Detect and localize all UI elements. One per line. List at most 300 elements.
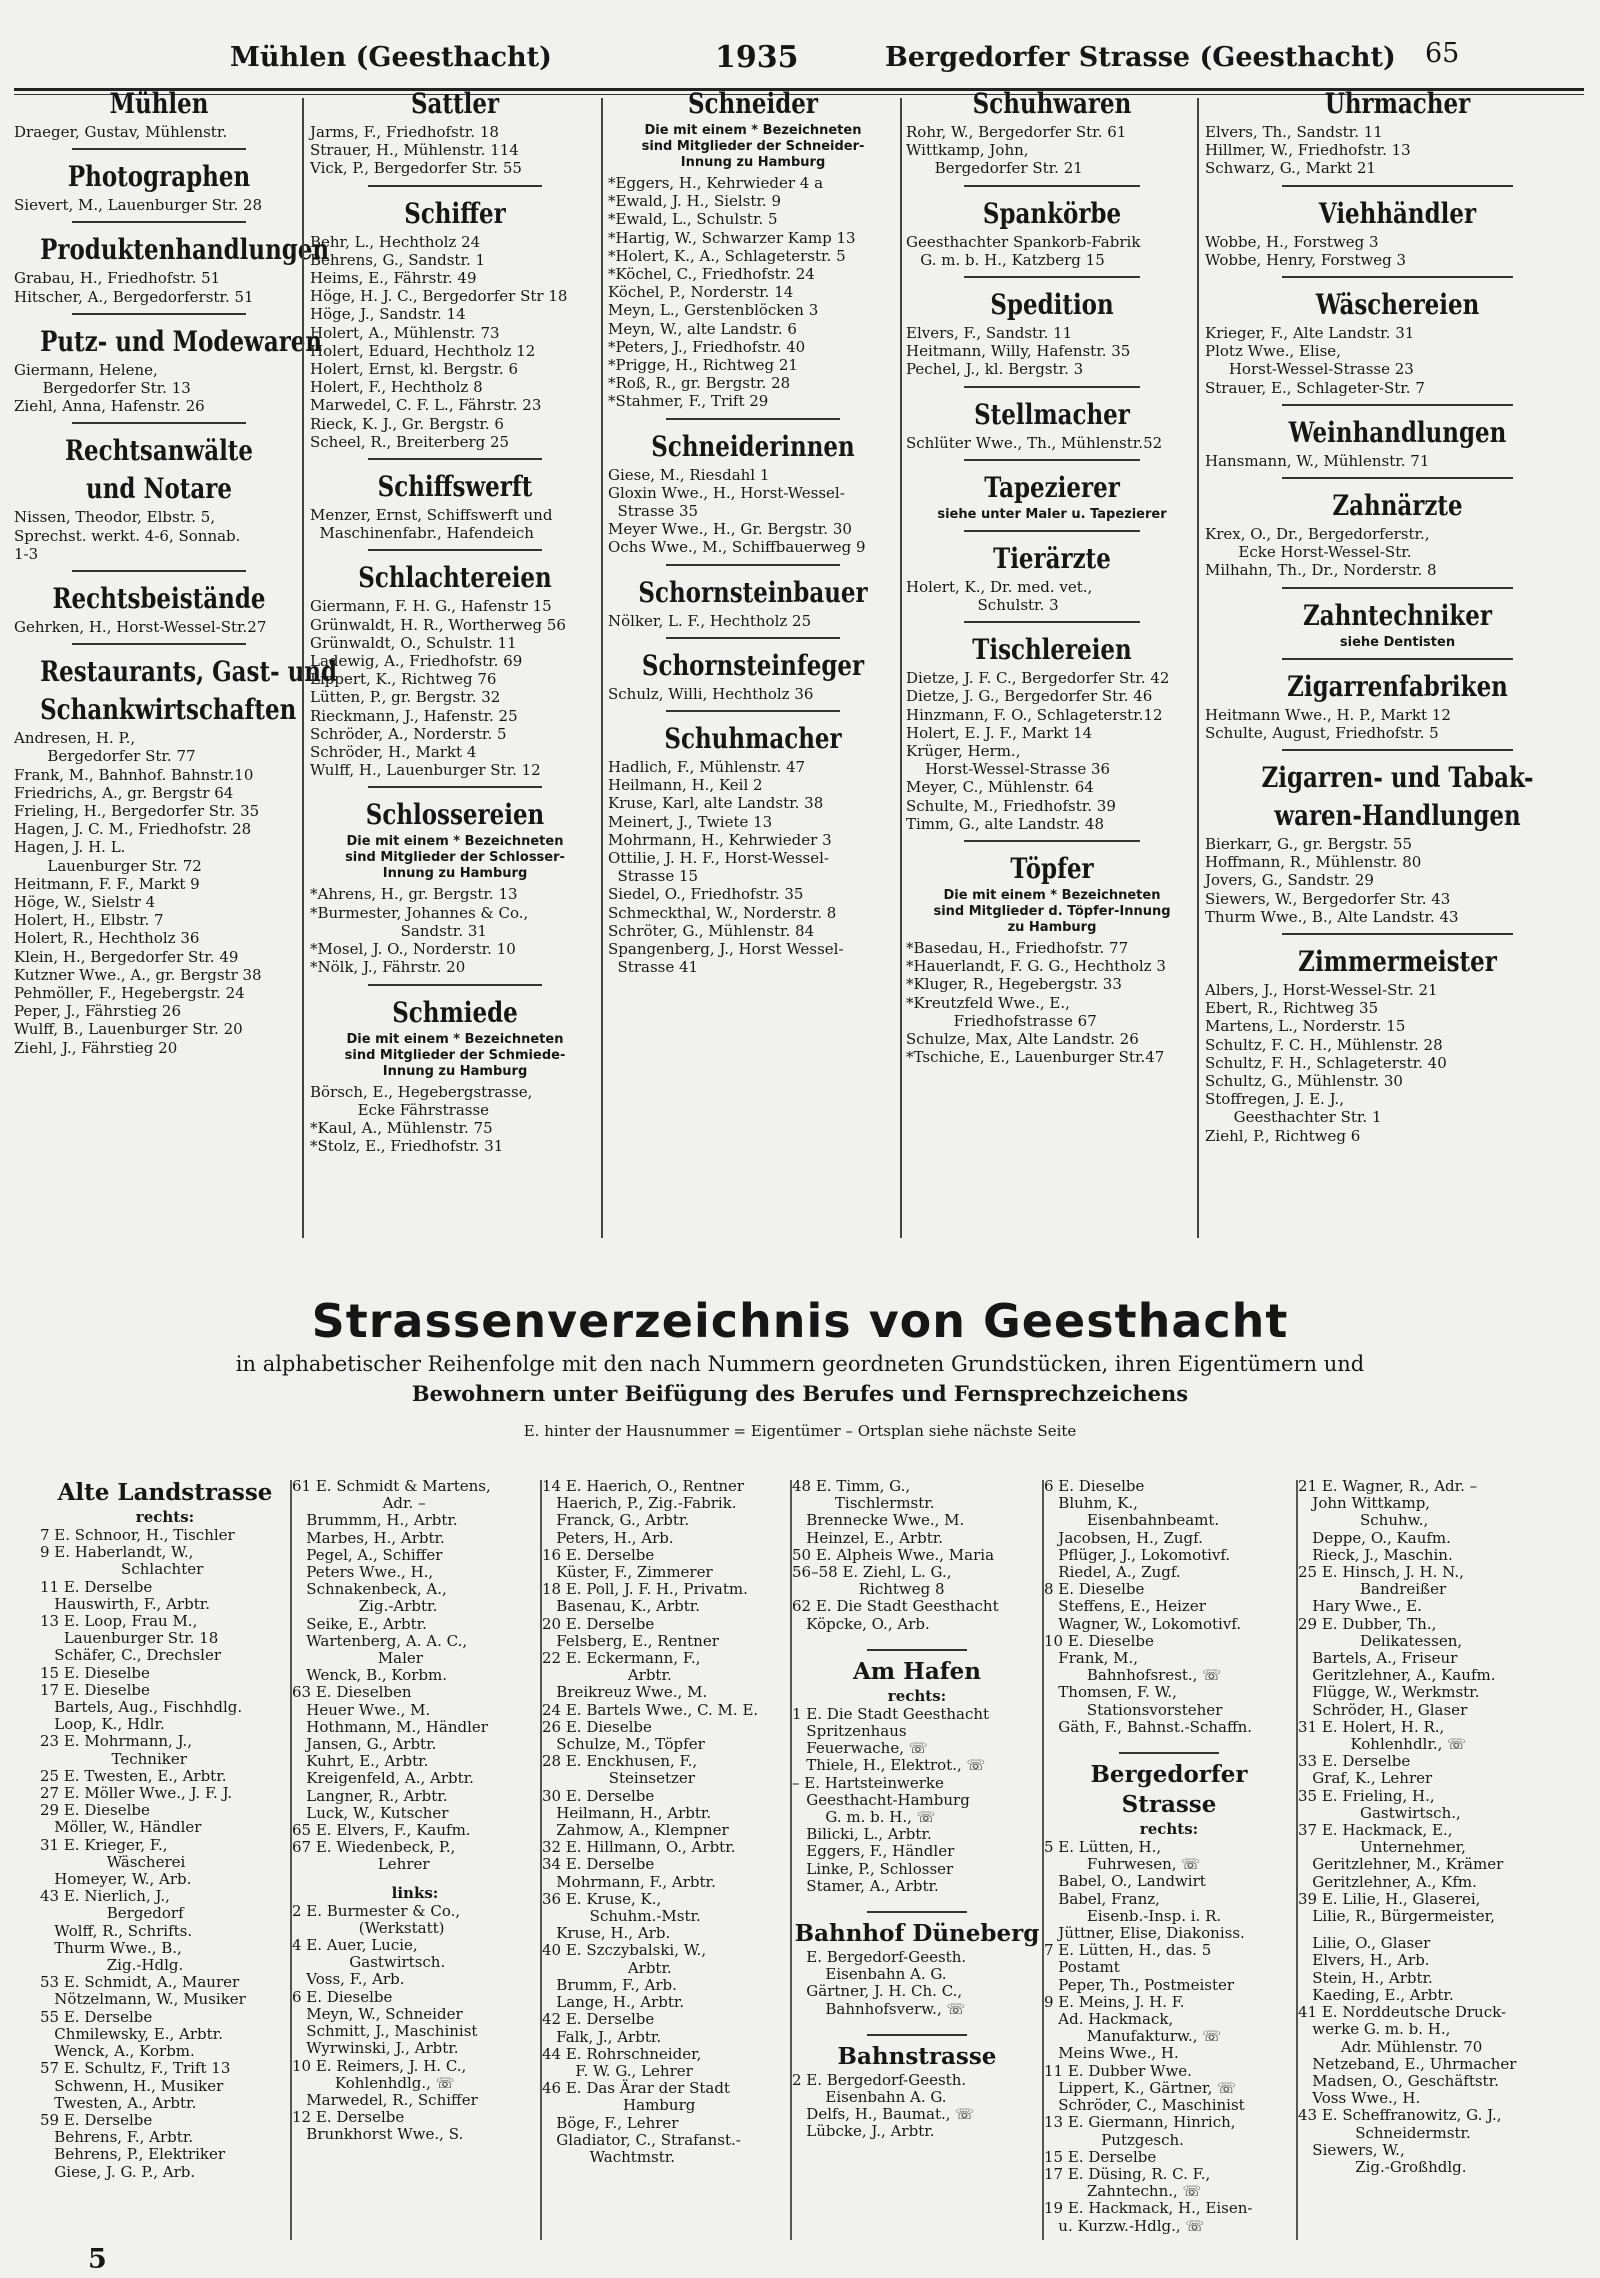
street-entry: Madsen, O., Geschäftstr. [1298, 2071, 1499, 2090]
directory-entry: Heims, E., Fährstr. 49 [310, 269, 477, 288]
trade-heading: Schornsteinfeger [641, 648, 865, 682]
section-divider [964, 621, 1139, 623]
street-entry: Peters Wwe., H., [292, 1563, 434, 1582]
directory-entry: Grünwaldt, H. R., Wortherweg 56 [310, 615, 566, 634]
street-entry: Schröder, H., Glaser [1298, 1700, 1468, 1719]
street-entry: Geritzlehner, A., Kaufm. [1298, 1666, 1496, 1685]
street-entry: 31 E. Holert, H. R., [1298, 1717, 1445, 1736]
directory-entry: *Hartig, W., Schwarzer Kamp 13 [608, 228, 856, 247]
section-divider [1282, 933, 1513, 935]
street-entry: u. Kurzw.-Hdlg., ☏ [1044, 2216, 1205, 2235]
street-entry: Bilicki, L., Arbtr. [792, 1825, 932, 1844]
street-entry: Geesthacht-Hamburg [792, 1790, 970, 1809]
street-entry: Voss, F., Arb. [292, 1970, 405, 1989]
street-entry: 48 E. Timm, G., [792, 1477, 911, 1495]
directory-entry: Kruse, Karl, alte Landstr. 38 [608, 794, 824, 813]
trade-heading: und Notare [86, 472, 232, 506]
street-entry: Schwenn, H., Musiker [40, 2076, 224, 2095]
street-entry: Eisenbahnbeamt. [1044, 1511, 1220, 1530]
directory-entry: *Mosel, J. O., Norderstr. 10 [310, 940, 516, 959]
street-entry: 29 E. Dubber, Th., [1298, 1614, 1437, 1633]
street-entry: 13 E. Giermann, Hinrich, [1044, 2113, 1236, 2132]
directory-entry: Strasse 35 [608, 502, 699, 521]
directory-entry: Holert, A., Mühlenstr. 73 [310, 323, 500, 342]
street-entry: 24 E. Bartels Wwe., C. M. E. [542, 1700, 759, 1719]
directory-entry: Giese, M., Riesdahl 1 [608, 465, 770, 484]
street-entry: 27 E. Möller Wwe., J. F. J. [40, 1784, 233, 1803]
directory-entry: *Holert, K., A., Schlageterstr. 5 [608, 246, 846, 265]
street-entry: 25 E. Twesten, E., Arbtr. [40, 1766, 227, 1785]
street-entry: John Wittkamp, [1298, 1494, 1431, 1513]
directory-entry: Frieling, H., Bergedorfer Str. 35 [14, 802, 260, 821]
street-entry: Heilmann, H., Arbtr. [542, 1803, 712, 1822]
trade-heading: Viehhändler [1318, 196, 1477, 230]
trade-section [1205, 933, 1590, 1145]
directory-entry: Schultz, G., Mühlenstr. 30 [1205, 1072, 1403, 1091]
trade-heading: Zigarrenfabriken [1287, 669, 1508, 703]
trade-heading: Schiffer [404, 196, 506, 230]
street-entry: Brunkhorst Wwe., S. [292, 2125, 464, 2144]
street-entry: Thomsen, F. W., [1044, 1683, 1177, 1702]
directory-entry: Gehrken, H., Horst-Wessel-Str.27 [14, 618, 267, 637]
directory-entry: Milhahn, Th., Dr., Norderstr. 8 [1205, 561, 1437, 580]
section-divider [72, 313, 246, 315]
directory-entry: Börsch, E., Hegebergstrasse, [310, 1082, 533, 1101]
street-entry: Kaeding, E., Arbtr. [1298, 1985, 1454, 2004]
street-entry: Lilie, O., Glaser [1298, 1934, 1431, 1953]
street-entry: Kruse, H., Arb. [542, 1924, 671, 1943]
column-divider [900, 98, 902, 1238]
directory-entry: G. m. b. H., Katzberg 15 [906, 250, 1105, 269]
column-divider [601, 98, 603, 1238]
street-entry: Peters, H., Arb. [542, 1528, 674, 1547]
trade-heading: Tischlereien [972, 633, 1132, 667]
street-entry: Putzgesch. [1044, 2130, 1184, 2149]
trade-heading: Sattler [410, 87, 500, 120]
header-page-number: 65 [1425, 38, 1460, 69]
street-entry: Mohrmann, F., Arbtr. [542, 1872, 716, 1891]
street-entry: Zahntechn., ☏ [1044, 2182, 1202, 2201]
street-entry: Steinsetzer [542, 1769, 695, 1788]
street-entry: Flügge, W., Werkmstr. [1298, 1683, 1480, 1702]
trade-heading: Spedition [990, 288, 1114, 322]
street-index-legend: E. hinter der Hausnummer = Eigentümer – Ortsplan siehe nächste Seite [523, 1422, 1077, 1440]
street-entry: Arbtr. [542, 1958, 672, 1977]
street-side-label: rechts: [887, 1686, 947, 1705]
directory-entry: Andresen, H. P., [14, 729, 136, 748]
directory-entry: Hadlich, F., Mühlenstr. 47 [608, 758, 806, 777]
directory-entry: Rohr, W., Bergedorfer Str. 61 [906, 123, 1127, 141]
trade-heading: Schlachtereien [358, 561, 552, 595]
directory-entry: Hansmann, W., Mühlenstr. 71 [1205, 451, 1430, 470]
directory-entry: Bergedorfer Str. 13 [14, 379, 191, 398]
street-entry: 1 E. Die Stadt Geesthacht [792, 1704, 990, 1723]
directory-entry: Schröder, H., Markt 4 [310, 743, 477, 762]
street-entry: Eisenbahn A. G. [792, 1965, 947, 1984]
directory-entry: Hinzmann, F. O., Schlageterstr.12 [906, 705, 1163, 724]
directory-entry: Hagen, J. C. M., Friedhofstr. 28 [14, 820, 252, 839]
directory-entry: Heitmann, F. F., Markt 9 [14, 874, 200, 893]
trade-section [1205, 477, 1590, 580]
street-entry: Marwedel, R., Schiffer [292, 2090, 478, 2109]
street-entry: Voss Wwe., H. [1298, 2089, 1421, 2108]
street-entry: (Werkstatt) [292, 1918, 445, 1937]
directory-entry: Maschinenfabr., Hafendeich [310, 524, 534, 543]
directory-entry: Schmeckthal, W., Norderstr. 8 [608, 903, 837, 922]
street-entry: Wenck, B., Korbm. [292, 1666, 447, 1685]
street-entry: Wolff, R., Schrifts. [40, 1921, 193, 1940]
street-entry: Maler [292, 1649, 423, 1668]
street-entry: 62 E. Die Stadt Geesthacht [792, 1597, 999, 1616]
street-entry: Delfs, H., Baumat., ☏ [792, 2105, 975, 2124]
street-entry: Pegel, A., Schiffer [292, 1545, 443, 1564]
street-entry: Schlachter [40, 1560, 204, 1579]
street-divider-rule [1119, 1752, 1219, 1754]
directory-entry: Meyn, W., alte Landstr. 6 [608, 319, 797, 338]
directory-entry: Ziehl, Anna, Hafenstr. 26 [14, 397, 205, 416]
directory-entry: Holert, F., Hechtholz 8 [310, 378, 483, 397]
street-entry: 35 E. Frieling, H., [1298, 1786, 1435, 1805]
trade-heading: Restaurants, Gast- und [40, 655, 338, 689]
street-entry: 33 E. Derselbe [1298, 1752, 1411, 1771]
directory-entry: Meyer Wwe., H., Gr. Bergstr. 30 [608, 520, 852, 539]
directory-entry: Schulte, August, Friedhofstr. 5 [1205, 723, 1439, 742]
directory-entry: Mohrmann, H., Kehrwieder 3 [608, 830, 832, 849]
street-entry: 18 E. Poll, J. F. H., Privatm. [542, 1580, 748, 1599]
street-entry: 6 E. Dieselbe [292, 1987, 393, 2006]
directory-entry: Plotz Wwe., Elise, [1205, 342, 1341, 361]
street-entry: Lauenburger Str. 18 [40, 1629, 219, 1648]
directory-entry: Bierkarr, G., gr. Bergstr. 55 [1205, 835, 1413, 854]
directory-entry: Geesthachter Str. 1 [1205, 1108, 1382, 1127]
section-divider [666, 564, 840, 566]
street-entry: Franck, G., Arbtr. [542, 1511, 690, 1530]
street-entry: Arbtr. [542, 1666, 672, 1685]
street-entry: Homeyer, W., Arb. [40, 1870, 192, 1889]
trade-section [310, 549, 600, 779]
street-entry: Elvers, H., Arb. [1298, 1951, 1430, 1970]
street-entry: Haerich, P., Zig.-Fabrik. [542, 1494, 737, 1513]
trade-note: siehe Dentisten [1339, 634, 1456, 650]
trade-heading: Schneiderinnen [651, 429, 855, 463]
street-entry: Hothmann, M., Händler [292, 1717, 488, 1736]
street-name-heading: Bahnstrasse [837, 2042, 997, 2070]
street-entry: 16 E. Derselbe [542, 1545, 655, 1564]
directory-entry: Jarms, F., Friedhofstr. 18 [310, 123, 499, 141]
street-entry: 57 E. Schultz, F., Trift 13 [40, 2059, 231, 2078]
street-entry: Hamburg [542, 2096, 696, 2115]
street-entry: Bartels, A., Friseur [1298, 1649, 1458, 1668]
directory-entry: Timm, G., alte Landstr. 48 [906, 814, 1104, 833]
section-divider [368, 984, 542, 986]
street-entry: 59 E. Derselbe [40, 2110, 153, 2129]
street-entry: 20 E. Derselbe [542, 1614, 655, 1633]
directory-entry: *Roß, R., gr. Bergstr. 28 [608, 374, 791, 393]
trade-section [906, 185, 1198, 269]
column-divider [1197, 98, 1199, 1238]
street-entry [792, 1633, 1042, 1643]
street-entry: Adr. – [292, 1494, 426, 1513]
street-divider-rule [867, 1911, 967, 1913]
directory-entry: Krüger, Herm., [906, 742, 1021, 761]
directory-entry: *Köchel, C., Friedhofstr. 24 [608, 265, 815, 284]
directory-entry: Frank, M., Bahnhof. Bahnstr.10 [14, 765, 254, 784]
section-divider [72, 422, 246, 424]
street-entry: 67 E. Wiedenbeck, P., [292, 1838, 456, 1857]
trade-section [14, 221, 330, 306]
street-entry: Postamt [1044, 1958, 1120, 1977]
directory-entry: Grünwaldt, O., Schulstr. 11 [310, 633, 517, 652]
directory-entry: Behrens, G., Sandstr. 1 [310, 250, 486, 269]
street-column-2 [292, 1478, 538, 2238]
street-entry: Jüttner, Elise, Diakoniss. [1044, 1924, 1245, 1943]
street-entry: Feuerwache, ☏ [792, 1739, 928, 1758]
street-entry: Möller, W., Händler [40, 1818, 202, 1837]
directory-entry: *Kreutzfeld Wwe., E., [906, 993, 1070, 1012]
directory-entry: Wulff, B., Lauenburger Str. 20 [14, 1020, 243, 1039]
directory-entry: Holert, Eduard, Hechtholz 12 [310, 341, 536, 360]
street-entry: Giese, J. G. P., Arb. [40, 2162, 196, 2181]
directory-entry: Sandstr. 31 [310, 921, 487, 940]
footer-page-number: 5 [88, 2244, 107, 2275]
section-divider [72, 148, 246, 150]
street-entry: 34 E. Derselbe [542, 1855, 655, 1874]
directory-entry: Hoffmann, R., Mühlenstr. 80 [1205, 853, 1422, 872]
street-entry: Gladiator, C., Strafanst.- [542, 2130, 741, 2149]
street-entry: E. Bergedorf-Geesth. [792, 1948, 967, 1967]
directory-entry: Sievert, M., Lauenburger Str. 28 [14, 196, 263, 215]
street-entry: Tischlermstr. [792, 1494, 935, 1513]
street-entry: Adr. Mühlenstr. 70 [1298, 2037, 1483, 2056]
street-entry: Bahnhofsrest., ☏ [1044, 1666, 1221, 1685]
directory-entry: Strasse 41 [608, 958, 699, 977]
street-entry: Linke, P., Schlosser [792, 1859, 954, 1878]
street-entry [792, 1895, 1042, 1905]
street-entry: Kohlenhdlg., ☏ [292, 2073, 455, 2092]
street-entry: 44 E. Rohrschneider, [542, 2044, 702, 2063]
directory-column-2 [310, 85, 600, 1245]
directory-entry: *Peters, J., Friedhofstr. 40 [608, 337, 806, 356]
trade-section [1205, 404, 1590, 470]
street-entry: Brennecke Wwe., M. [792, 1511, 965, 1530]
street-entry: Bergedorf [40, 1904, 184, 1923]
directory-entry: *Tschiche, E., Lauenburger Str.47 [906, 1048, 1165, 1067]
section-divider [666, 418, 840, 420]
street-entry: 9 E. Meins, J. H. F. [1044, 1992, 1185, 2011]
trade-heading: Schmiede [392, 995, 518, 1029]
trade-heading: Mühlen [109, 87, 209, 120]
directory-entry: Meinert, J., Twiete 13 [608, 812, 773, 831]
section-divider [964, 386, 1139, 388]
street-entry: 5 E. Lütten, H., [1044, 1838, 1162, 1857]
trade-heading: Schornsteinbauer [638, 575, 868, 609]
trade-section [906, 276, 1198, 379]
street-entry: Techniker [40, 1749, 187, 1768]
street-entry: Schneidermstr. [1298, 2123, 1471, 2142]
directory-entry: Heitmann Wwe., H. P., Markt 12 [1205, 705, 1451, 724]
trade-section [1205, 185, 1590, 269]
street-entry: werke G. m. b. H., [1298, 2020, 1451, 2039]
street-entry: Loop, K., Hdlr. [40, 1715, 165, 1734]
directory-entry: Dietze, J. F. C., Bergedorfer Str. 42 [906, 669, 1170, 688]
trade-section [906, 459, 1198, 523]
trade-heading: Schiffswerft [377, 470, 533, 504]
directory-entry: Ochs Wwe., M., Schiffbauerweg 9 [608, 538, 866, 557]
section-divider [964, 840, 1139, 842]
street-entry: Lilie, R., Bürgermeister, [1298, 1907, 1495, 1926]
directory-entry: Meyer, C., Mühlenstr. 64 [906, 778, 1094, 797]
street-entry: 22 E. Eckermann, F., [542, 1649, 701, 1668]
directory-entry: Elvers, F., Sandstr. 11 [906, 324, 1073, 343]
street-entry: 21 E. Wagner, R., Adr. – [1298, 1477, 1478, 1495]
street-index-subtitle-2: Bewohnern unter Beifügung des Berufes und Fernsprechzeichens [411, 1381, 1189, 1406]
directory-entry: *Stahmer, F., Trift 29 [608, 392, 769, 411]
street-entry: Jacobsen, H., Zugf. [1044, 1528, 1203, 1547]
directory-entry: Vick, P., Bergedorfer Str. 55 [310, 159, 522, 178]
street-entry: Stein, H., Arbtr. [1298, 1968, 1433, 1987]
street-entry: 29 E. Dieselbe [40, 1801, 150, 1820]
street-entry: Behrens, F., Arbtr. [40, 2128, 194, 2147]
directory-entry: Bergedorfer Str. 21 [906, 159, 1083, 178]
street-entry: 61 E. Schmidt & Martens, [292, 1477, 491, 1495]
street-entry [792, 2018, 1042, 2028]
directory-entry: Horst-Wessel-Strasse 23 [1205, 360, 1414, 379]
directory-entry: Peper, J., Fährstieg 26 [14, 1002, 182, 1021]
street-entry: Schulze, M., Töpfer [542, 1735, 705, 1754]
directory-entry: Giermann, Helene, [14, 360, 158, 379]
street-entry: Netzeband, E., Uhrmacher [1298, 2054, 1517, 2073]
directory-entry: Schulte, M., Friedhofstr. 39 [906, 796, 1116, 815]
directory-entry: Draeger, Gustav, Mühlenstr. [14, 123, 228, 141]
directory-entry: *Burmester, Johannes & Co., [310, 903, 529, 922]
directory-entry: Lütten, P., gr. Bergstr. 32 [310, 688, 501, 707]
trade-note: Die mit einem * Bezeichneten sind Mitglieder der Schlosser- Innung zu Hamburg [345, 834, 565, 882]
street-entry: Schuhm.-Mstr. [542, 1907, 701, 1926]
street-entry: F. W. G., Lehrer [542, 2061, 693, 2080]
directory-entry: Wobbe, Henry, Forstweg 3 [1205, 250, 1406, 269]
trade-section [310, 85, 600, 178]
street-entry: Wäscherei [40, 1852, 186, 1871]
street-entry: Meins Wwe., H. [1044, 2044, 1179, 2063]
directory-entry: *Kaul, A., Mühlenstr. 75 [310, 1118, 493, 1137]
directory-entry: Schultz, F. H., Schlageterstr. 40 [1205, 1053, 1447, 1072]
directory-entry: Holert, K., Dr. med. vet., [906, 577, 1093, 596]
street-index-title: Strassenverzeichnis von Geesthacht [311, 1294, 1289, 1348]
street-name-heading: Am Hafen [852, 1657, 982, 1685]
trade-note: siehe unter Maler u. Tapezierer [937, 506, 1167, 522]
trade-section [906, 386, 1198, 452]
directory-entry: Jovers, G., Sandstr. 29 [1205, 871, 1374, 890]
trade-section [608, 637, 898, 703]
street-entry: 13 E. Loop, Frau M., [40, 1612, 198, 1631]
street-entry: Siewers, W., [1298, 2140, 1405, 2159]
street-name-heading: Bahnhof Düneberg [794, 1920, 1040, 1948]
street-entry: Unternehmer, [1298, 1838, 1466, 1857]
trade-section [1205, 658, 1590, 742]
street-entry: 37 E. Hackmack, E., [1298, 1821, 1453, 1840]
directory-column-3 [608, 85, 898, 1245]
trade-section [310, 185, 600, 451]
directory-entry: Marwedel, C. F. L., Fährstr. 23 [310, 396, 542, 415]
street-entry: 2 E. Burmester & Co., [292, 1901, 461, 1920]
directory-entry: Ladewig, A., Friedhofstr. 69 [310, 652, 523, 671]
street-entry: 32 E. Hillmann, O., Arbtr. [542, 1838, 736, 1857]
directory-entry: Schröter, G., Mühlenstr. 84 [608, 921, 815, 940]
directory-entry: Lippert, K., Richtweg 76 [310, 670, 497, 689]
street-entry: Graf, K., Lehrer [1298, 1769, 1433, 1788]
directory-entry: Menzer, Ernst, Schiffswerft und [310, 506, 553, 525]
street-side-label: rechts: [135, 1508, 195, 1526]
street-entry: Brummm, H., Arbtr. [292, 1511, 458, 1530]
directory-entry: Friedrichs, A., gr. Bergstr 64 [14, 783, 234, 802]
directory-entry: Krieger, F., Alte Landstr. 31 [1205, 324, 1415, 343]
street-entry [292, 1874, 538, 1884]
street-entry: 23 E. Mohrmann, J., [40, 1732, 192, 1751]
directory-entry: Heitmann, Willy, Hafenstr. 35 [906, 342, 1131, 361]
directory-entry: Wobbe, H., Forstweg 3 [1205, 232, 1379, 251]
trade-section [14, 313, 323, 416]
directory-entry: Grabau, H., Friedhofstr. 51 [14, 269, 221, 288]
street-entry: Küster, F., Zimmerer [542, 1563, 713, 1582]
directory-column-4 [906, 85, 1198, 1245]
street-entry: Manufakturw., ☏ [1044, 2027, 1222, 2046]
street-entry: 7 E. Schnoor, H., Tischler [40, 1526, 235, 1544]
directory-entry: *Kluger, R., Hegebergstr. 33 [906, 975, 1122, 994]
street-entry: Bluhm, K., [1044, 1494, 1138, 1513]
trade-heading: Uhrmacher [1324, 87, 1471, 120]
trade-section [906, 840, 1198, 1066]
trade-heading: Töpfer [1010, 852, 1094, 886]
street-entry: Riedel, A., Zugf. [1044, 1563, 1181, 1582]
street-entry: Wyrwinski, J., Arbtr. [292, 2039, 459, 2058]
section-divider [964, 276, 1139, 278]
street-name-heading: Bergedorfer Strasse [1090, 1761, 1248, 1819]
street-entry: Behrens, P., Elektriker [40, 2145, 226, 2164]
directory-entry: Rieck, K. J., Gr. Bergstr. 6 [310, 414, 504, 433]
street-entry: Stationsvorsteher [1044, 1700, 1223, 1719]
directory-entry: *Ahrens, H., gr. Bergstr. 13 [310, 885, 518, 904]
directory-entry: Siewers, W., Bergedorfer Str. 43 [1205, 889, 1451, 908]
street-entry: G. m. b. H., ☏ [792, 1808, 936, 1827]
section-divider [368, 458, 542, 460]
trade-heading: Zahntechniker [1303, 598, 1492, 632]
trade-section [310, 458, 600, 542]
section-divider [1282, 185, 1513, 187]
directory-entry: Wulff, H., Lauenburger Str. 12 [310, 761, 541, 780]
directory-entry: Friedhofstrasse 67 [906, 1011, 1097, 1030]
street-entry: 30 E. Derselbe [542, 1786, 655, 1805]
trade-section [14, 85, 304, 141]
directory-entry: Behr, L., Hechtholz 24 [310, 232, 481, 251]
section-divider [964, 185, 1139, 187]
street-entry: 8 E. Dieselbe [1044, 1580, 1145, 1599]
trade-heading: Wäschereien [1315, 288, 1480, 322]
street-entry: Gastwirtsch., [1298, 1803, 1461, 1822]
street-entry: 15 E. Dieselbe [40, 1663, 150, 1682]
street-entry: Lange, H., Arbtr. [542, 1993, 685, 2012]
street-divider-rule [867, 1649, 967, 1651]
trade-heading: Rechtsanwälte [64, 434, 254, 468]
street-entry: Böge, F., Lehrer [542, 2113, 679, 2132]
trade-section [608, 710, 898, 976]
street-index-subtitle-1: in alphabetischer Reihenfolge mit den nach Nummern geordneten Grundstücken, ihren Eigentümern und [235, 1352, 1365, 1376]
street-entry: Eggers, F., Händler [792, 1842, 955, 1861]
directory-entry: Schulze, Max, Alte Landstr. 26 [906, 1030, 1139, 1049]
street-entry: Luck, W., Kutscher [292, 1803, 449, 1822]
directory-entry: Krex, O., Dr., Bergedorferstr., [1205, 525, 1430, 544]
street-name-heading: Alte Landstrasse [57, 1479, 273, 1506]
directory-entry: Höge, W., Sielstr 4 [14, 893, 156, 912]
